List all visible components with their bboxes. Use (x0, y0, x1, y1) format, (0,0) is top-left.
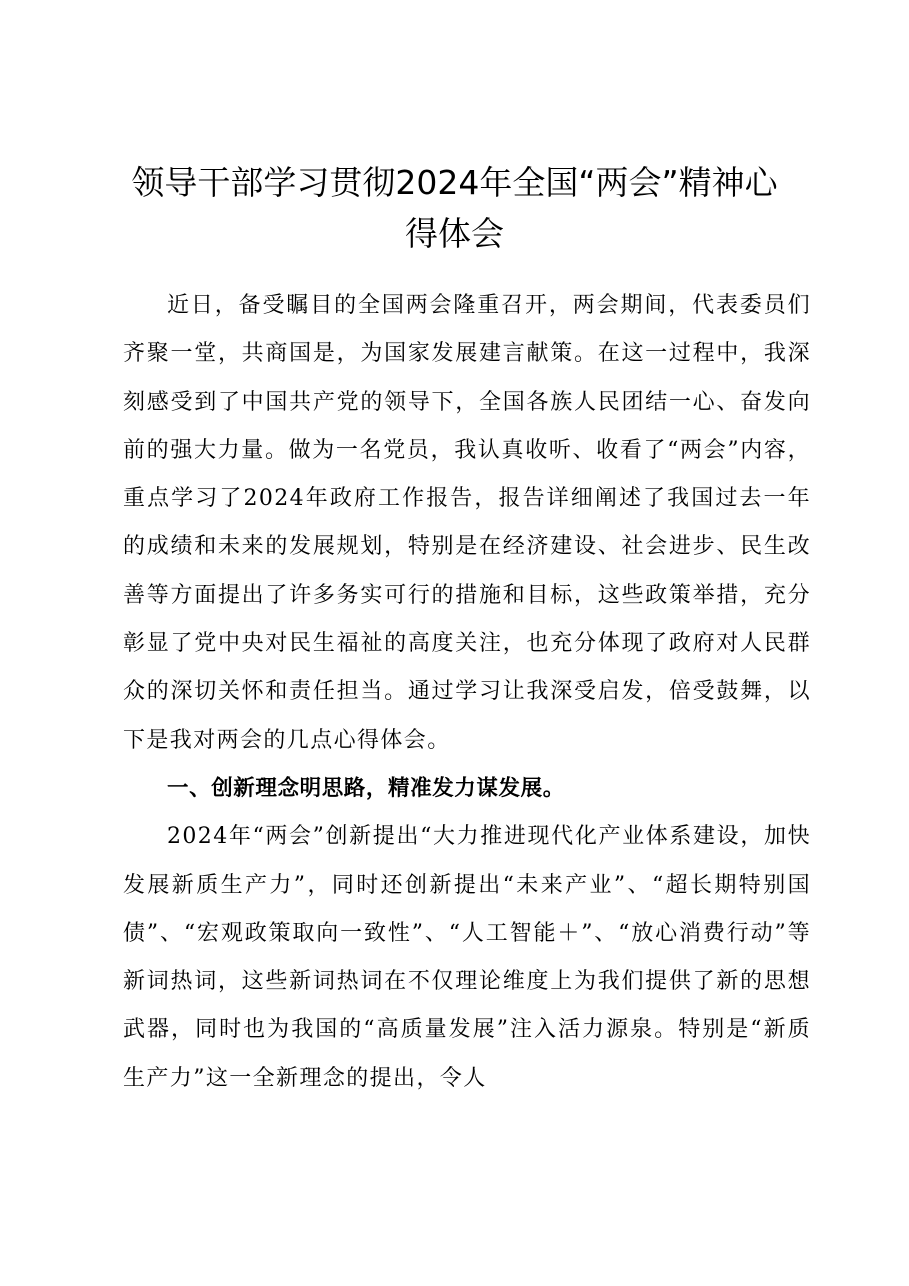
section-1-paragraph: 2024年“两会”创新提出“大力推进现代化产业体系建设，加快发展新质生产力”，同时还创新提出“未来产业”、“超长期特别国债”、“宏观政策取向一致性”、“人工智能＋”、“放心消费行动”等新词热词，这些新词热词在不仅理论维度上为我们提供了新的思想武器，同时也为我国的“高质量发展”注入活力源泉。特别是“新质生产力”这一全新理念的提出，令人 (123, 824, 811, 1091)
document-title-line-2: 得体会 (405, 214, 504, 253)
intro-paragraph: 近日，备受瞩目的全国两会隆重召开，两会期间，代表委员们齐聚一堂，共商国是，为国家发展建言献策。在这一过程中，我深刻感受到了中国共产党的领导下，全国各族人民团结一心、奋发向前的强大力量。做为一名党员，我认真收听、收看了“两会”内容，重点学习了2024年政府工作报告，报告详细阐述了我国过去一年的成绩和未来的发展规划，特别是在经济建设、社会进步、民生改善等方面提出了许多务实可行的措施和目标，这些政策举措，充分彰显了党中央对民生福祉的高度关注，也充分体现了政府对人民群众的深切关怀和责任担当。通过学习让我深受启发，倍受鼓舞，以下是我对两会的几点心得体会。 (123, 293, 811, 753)
section-1-heading: 一、创新理念明思路，精准发力谋发展。 (167, 775, 565, 801)
document-body (123, 282, 811, 1103)
document-title-line-1: 领导干部学习贯彻2024年全国“两会”精神心 (131, 163, 778, 202)
document-title (100, 157, 809, 259)
